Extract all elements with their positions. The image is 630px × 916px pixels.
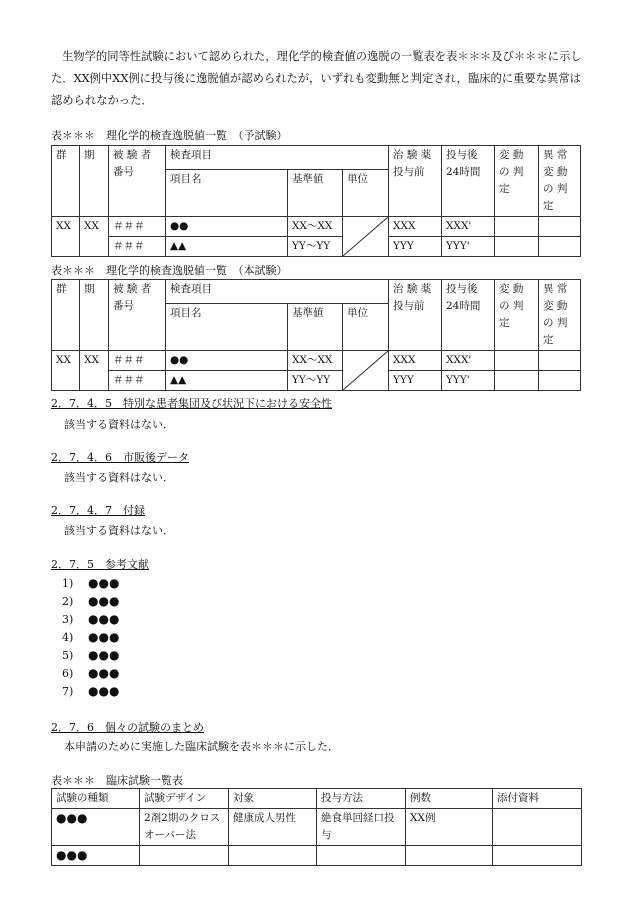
cell-subject-number: ＃＃＃: [109, 351, 166, 371]
cell-change-judgement: [495, 217, 539, 237]
reference-text: ●●●: [88, 666, 120, 680]
header-period: 期: [80, 280, 109, 351]
reference-item: [62, 594, 119, 608]
reference-text: ●●●: [88, 594, 120, 608]
header-pre-dose: 治 験 薬 投与前: [389, 280, 442, 351]
section-text: 該当する資料はない．: [64, 418, 174, 431]
cell-change-judgement: [495, 351, 539, 371]
cell-reference-value: YY～YY: [288, 237, 343, 257]
reference-number: 1): [62, 577, 74, 590]
header-test-item: 検査項目: [166, 146, 389, 170]
reference-number: 3): [62, 613, 74, 626]
header-pre-dose: 治 験 薬 投与前: [389, 146, 442, 217]
reference-text: ●●●: [88, 630, 120, 644]
header-group: 群: [52, 280, 80, 351]
table-row: [52, 846, 582, 866]
cell-post-24h: YYY': [442, 371, 495, 391]
cell-post-24h: XXX': [442, 217, 495, 237]
reference-item: [62, 630, 119, 644]
cell-post-24h: YYY': [442, 237, 495, 257]
reference-text: ●●●: [88, 576, 120, 590]
header-change-judgement: 変 動 の 判 定: [495, 146, 539, 217]
section-heading-study-summary: 2．7．6 個々の試験のまとめ: [51, 721, 204, 734]
cell-unit-diagonal: [343, 217, 389, 257]
cell-abnormal-judgement: [539, 217, 581, 237]
section-heading-appendix: 2．7．4．7 付録: [51, 504, 145, 517]
header-group: 群: [52, 146, 80, 217]
table-cell: 2剤2期のクロスオーバー法: [140, 809, 229, 846]
table-cell: 健康成人男性: [229, 809, 317, 846]
table-cell: [493, 846, 582, 866]
cell-period: XX: [80, 217, 109, 257]
table-row: [52, 237, 581, 257]
cell-period: XX: [80, 351, 109, 391]
table-row: [52, 809, 582, 846]
reference-item: [62, 666, 119, 680]
header-reference-value: 基準値: [288, 170, 343, 217]
cell-unit-diagonal: [343, 351, 389, 391]
cell-group: XX: [52, 217, 80, 257]
cell-item-name: ▲▲: [166, 371, 288, 391]
table-row: [52, 217, 581, 237]
table-cell: XX例: [406, 809, 493, 846]
lab-deviation-table: [51, 145, 581, 257]
header-cell: 試験デザイン: [140, 789, 229, 809]
header-cell: 例数: [406, 789, 493, 809]
table-cell: [493, 809, 582, 846]
cell-subject-number: ＃＃＃: [109, 237, 166, 257]
cell-reference-value: XX～XX: [288, 351, 343, 371]
table-row: [52, 351, 581, 371]
header-unit: 単位: [343, 170, 389, 217]
header-test-item: 検査項目: [166, 280, 389, 304]
header-cell: 対象: [229, 789, 317, 809]
cell-item-name: ●●: [166, 351, 288, 371]
reference-number: 4): [62, 631, 74, 644]
header-post-24h: 投与後 24時間: [442, 146, 495, 217]
reference-number: 6): [62, 667, 74, 680]
table-cell: [317, 846, 406, 866]
cell-subject-number: ＃＃＃: [109, 371, 166, 391]
cell-post-24h: XXX': [442, 351, 495, 371]
header-abnormal-judgement: 異 常 変 動 の 判 定: [539, 146, 581, 217]
header-cell: 添付資料: [493, 789, 582, 809]
header-period: 期: [80, 146, 109, 217]
reference-item: [62, 612, 119, 626]
section-heading-special-populations: 2．7．4．5 特別な患者集団及び状況下における安全性: [51, 397, 332, 410]
table-cell: [406, 846, 493, 866]
header-subject-number: 被 験 者 番号: [109, 280, 166, 351]
header-cell: 投与方法: [317, 789, 406, 809]
table-caption: 表＊＊＊ 臨床試験一覧表: [51, 774, 183, 787]
header-item-name: 項目名: [166, 170, 288, 217]
header-item-name: 項目名: [166, 304, 288, 351]
cell-item-name: ▲▲: [166, 237, 288, 257]
diagonal-line-icon: [343, 351, 388, 390]
section-heading-references: 2．7．5 参考文献: [51, 558, 149, 571]
cell-change-judgement: [495, 237, 539, 257]
cell-item-name: ●●: [166, 217, 288, 237]
section-heading-postmarketing: 2．7．4．6 市販後データ: [51, 451, 189, 464]
clinical-trials-table: [51, 788, 582, 866]
reference-item: [62, 684, 119, 698]
header-post-24h: 投与後 24時間: [442, 280, 495, 351]
section-text: 該当する資料はない．: [64, 471, 174, 484]
table-cell: [229, 846, 317, 866]
diagonal-line-icon: [343, 217, 388, 256]
cell-abnormal-judgement: [539, 237, 581, 257]
cell-pre-dose: YYY: [389, 237, 442, 257]
table-cell: [140, 846, 229, 866]
table-cell: 絶食単回経口投与: [317, 809, 406, 846]
reference-item: [62, 648, 119, 662]
cell-reference-value: YY～YY: [288, 371, 343, 391]
header-cell: 試験の種類: [52, 789, 140, 809]
reference-text: ●●●: [88, 612, 120, 626]
cell-group: XX: [52, 351, 80, 391]
cell-abnormal-judgement: [539, 371, 581, 391]
header-subject-number: 被 験 者 番号: [109, 146, 166, 217]
section-text: 本申請のために実施した臨床試験を表＊＊＊に示した．: [64, 740, 339, 753]
table-caption: 表＊＊＊ 理化学的検査逸脱値一覧 （本試験）: [51, 264, 288, 277]
cell-change-judgement: [495, 371, 539, 391]
reference-text: ●●●: [88, 684, 120, 698]
cell-reference-value: XX～XX: [288, 217, 343, 237]
cell-subject-number: ＃＃＃: [109, 217, 166, 237]
reference-number: 7): [62, 685, 74, 698]
reference-text: ●●●: [88, 648, 120, 662]
header-unit: 単位: [343, 304, 389, 351]
cell-abnormal-judgement: [539, 351, 581, 371]
reference-number: 5): [62, 649, 74, 662]
table-cell: ●●●: [52, 809, 140, 846]
section-text: 該当する資料はない．: [64, 524, 174, 537]
header-abnormal-judgement: 異 常 変 動 の 判 定: [539, 280, 581, 351]
table-caption: 表＊＊＊ 理化学的検査逸脱値一覧 （予試験）: [51, 129, 288, 142]
header-reference-value: 基準値: [288, 304, 343, 351]
cell-pre-dose: XXX: [389, 217, 442, 237]
table-cell: ●●●: [52, 846, 140, 866]
reference-item: [62, 576, 119, 590]
intro-paragraph: 生物学的同等性試験において認められた，理化学的検査値の逸脱の一覧表を表＊＊＊及び＊＊＊に示した．XX例中XX例に投与後に逸脱値が認められたが，いずれも変動無と判定され，臨床的に重要な異常は認められなかった．: [51, 50, 582, 107]
table-row: [52, 371, 581, 391]
cell-pre-dose: YYY: [389, 371, 442, 391]
reference-number: 2): [62, 595, 74, 608]
cell-pre-dose: XXX: [389, 351, 442, 371]
lab-deviation-table: [51, 279, 581, 391]
header-change-judgement: 変 動 の 判 定: [495, 280, 539, 351]
